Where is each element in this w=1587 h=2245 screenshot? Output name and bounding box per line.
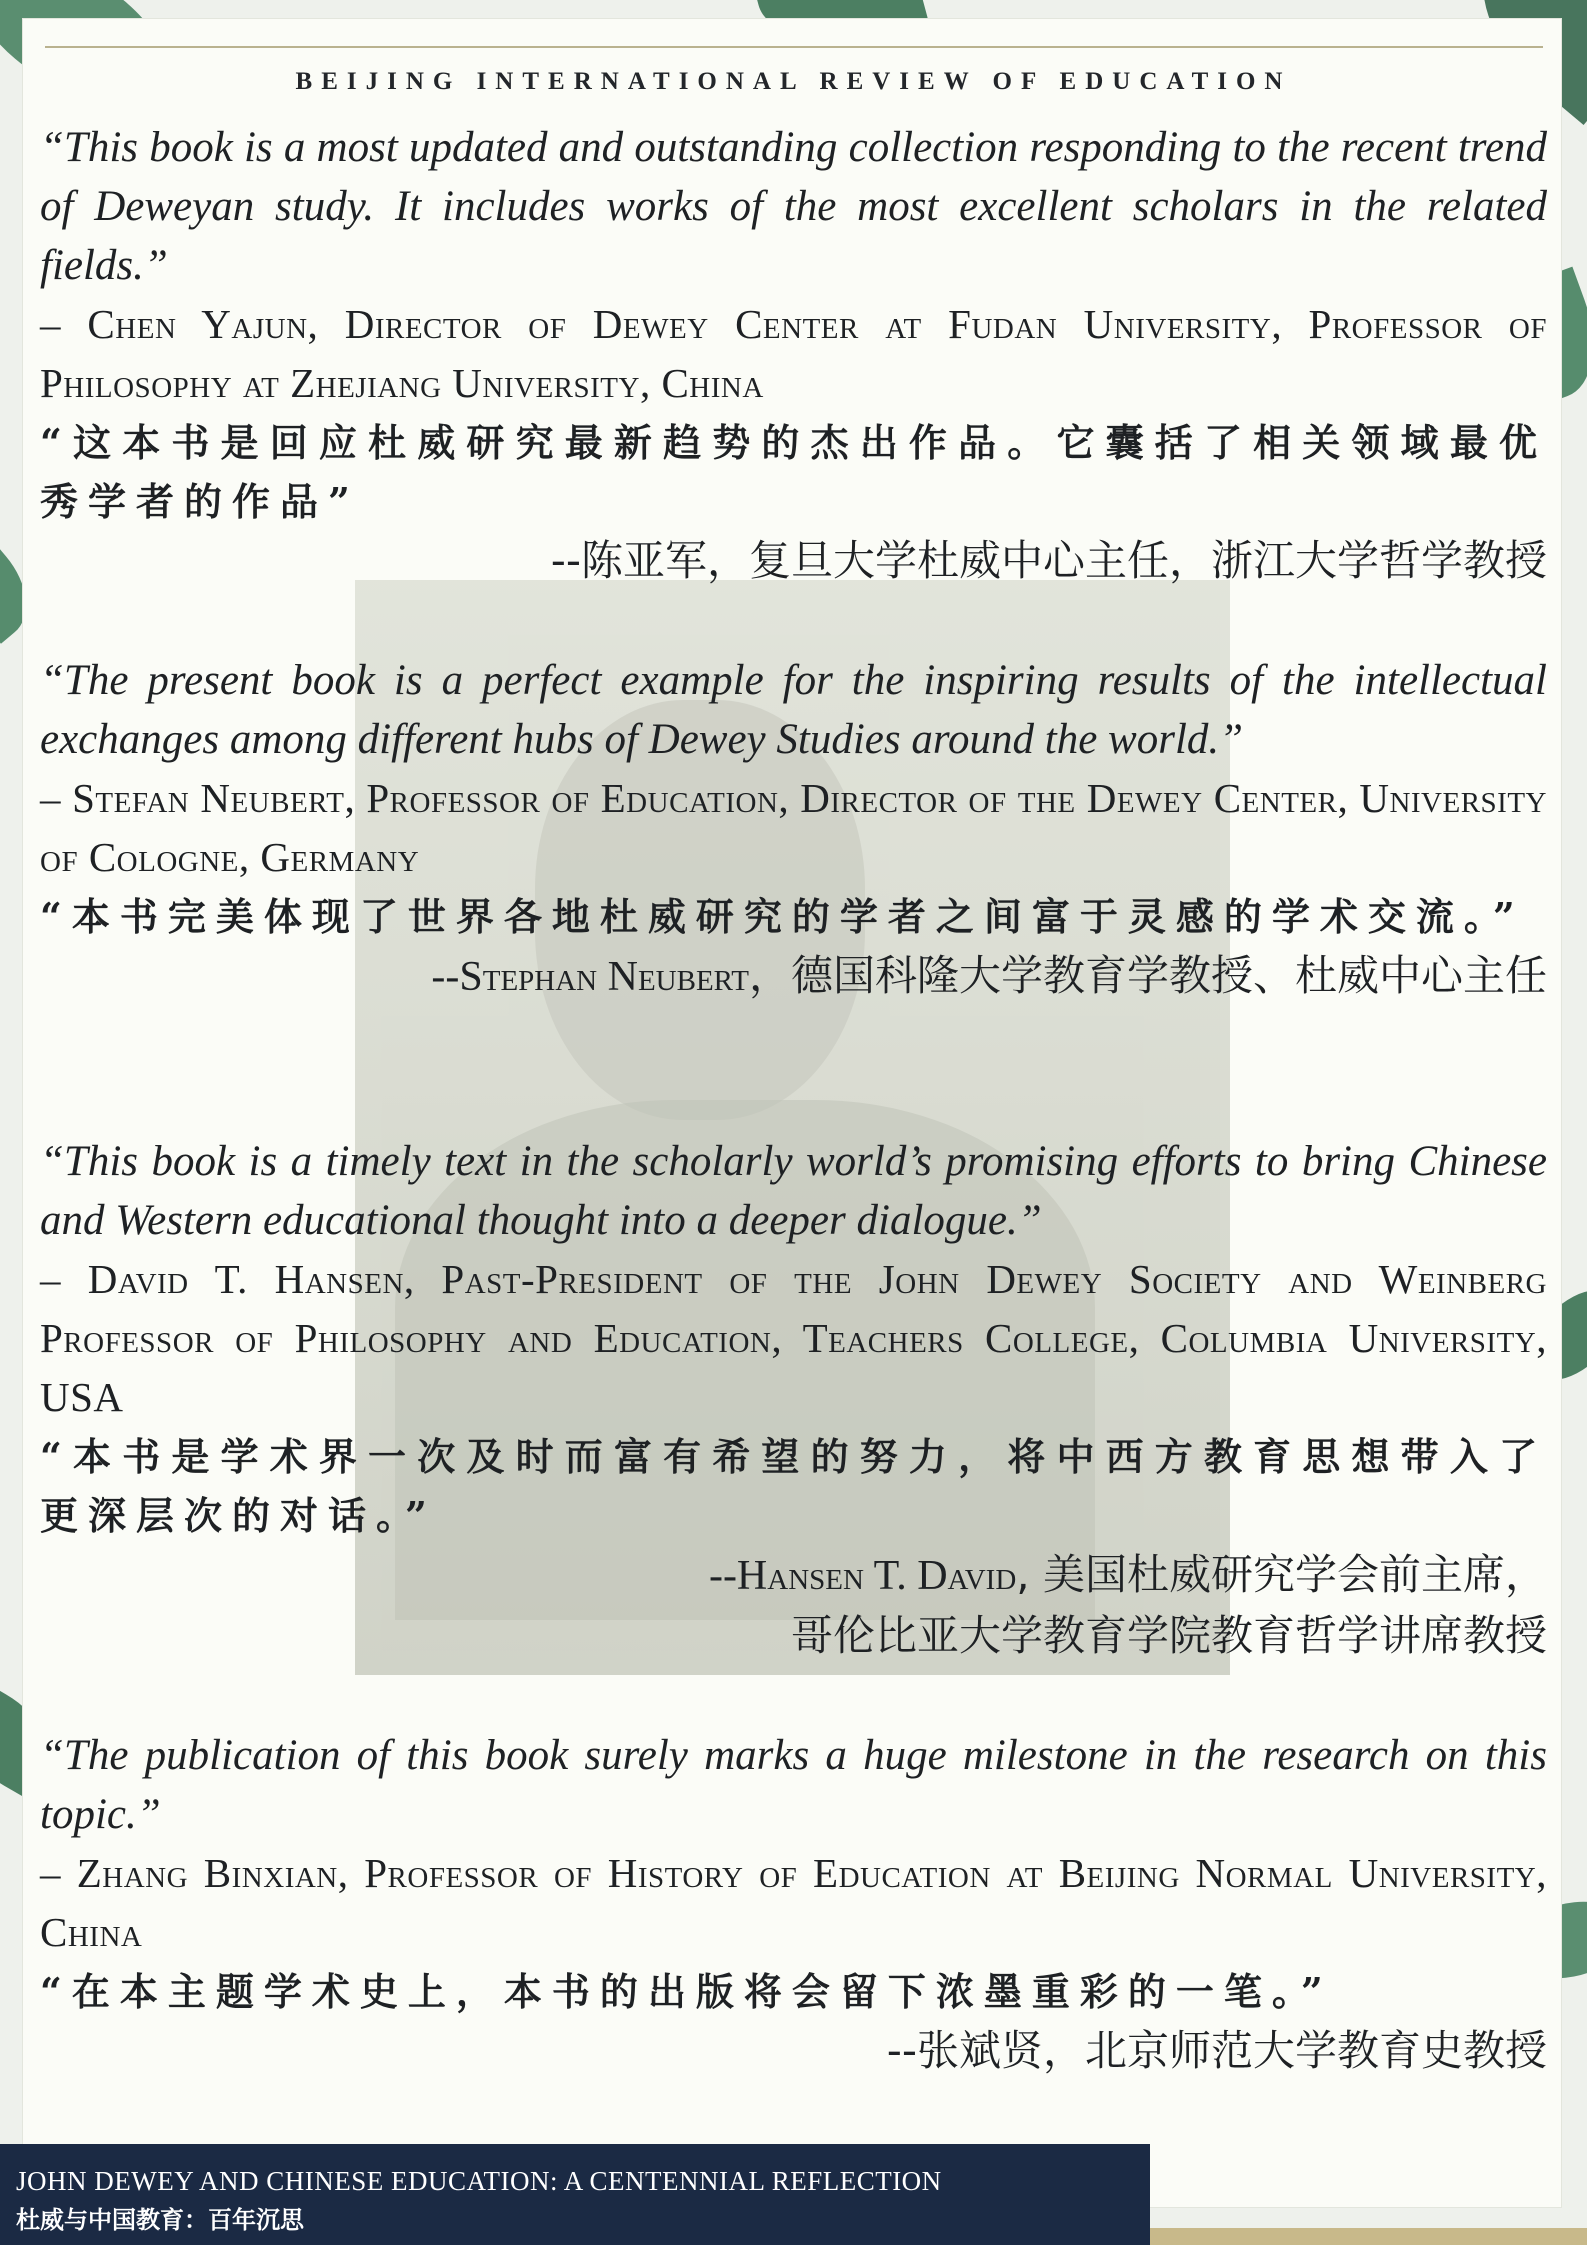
- endorsements: [40, 118, 1547, 2081]
- endorsement-quote: “This book is a most updated and outstanding collection responding to the recent trend of Deweyan study. It includes works of the most excellent scholars in the related fields.”: [40, 124, 1547, 289]
- endorsement-attribution-cn: [40, 1545, 1547, 1606]
- endorsement-attribution: – Chen Yajun, Director of Dewey Center at Fudan University, Professor of Philosophy at Zhejiang University, China: [40, 301, 1547, 406]
- endorsement-quote-cn: “在本主题学术史上，本书的出版将会留下浓墨重彩的一笔。”: [40, 1969, 1333, 2014]
- endorsement-1: [40, 118, 1547, 591]
- endorsement-3: [40, 1132, 1547, 1666]
- endorsement-attribution-cn: --陈亚军，复旦大学杜威中心主任，浙江大学哲学教授: [550, 536, 1547, 585]
- endorsement-quote: “The publication of this book surely marks a huge milestone in the research on this topic.”: [40, 1732, 1547, 1838]
- endorsement-quote: “This book is a timely text in the scholarly world’s promising efforts to bring Chinese and Western educational thought into a deeper dialogue.”: [40, 1138, 1547, 1244]
- endorsement-4: [40, 1726, 1547, 2081]
- journal-title: BEIJING INTERNATIONAL REVIEW OF EDUCATION: [295, 68, 1292, 95]
- attribution-title: ，德国科隆大学教育学教授、杜威中心主任: [748, 951, 1547, 1000]
- endorsement-attribution: – Stefan Neubert, Professor of Education, Director of the Dewey Center, University of Cologne, Germany: [40, 775, 1547, 880]
- header-rule: [45, 46, 1543, 48]
- endorsement-attribution-cn: [40, 946, 1547, 1007]
- attribution-name: --Hansen T. David: [708, 1553, 1017, 1599]
- gold-accent-bar: [1150, 2228, 1587, 2245]
- book-title-en: JOHN DEWEY AND CHINESE EDUCATION: A CENTENNIAL REFLECTION: [16, 2166, 942, 2196]
- endorsement-quote-cn: “这本书是回应杜威研究最新趋势的杰出作品。它囊括了相关领域最优秀学者的作品”: [40, 420, 1547, 524]
- book-title-cn: 杜威与中国教育：百年沉思: [16, 2206, 304, 2234]
- endorsement-quote: “The present book is a perfect example for the inspiring results of the intellectual exchanges among different hubs of Dewey Studies around the world.”: [40, 657, 1547, 763]
- attribution-title: , 美国杜威研究学会前主席，: [1016, 1550, 1547, 1599]
- endorsement-attribution-cn: --张斌贤，北京师范大学教育史教授: [886, 2026, 1547, 2075]
- endorsement-quote-cn: “本书完美体现了世界各地杜威研究的学者之间富于灵感的学术交流。”: [40, 894, 1525, 939]
- endorsement-attribution-cn-line2: 哥伦比亚大学教育学院教育哲学讲席教授: [790, 1611, 1547, 1660]
- endorsement-attribution: – Zhang Binxian, Professor of History of Education at Beijing Normal University, China: [40, 1850, 1547, 1955]
- endorsement-attribution: – David T. Hansen, Past-President of the John Dewey Society and Weinberg Professor of Philosophy and Education, Teachers College, Columbia University, USA: [40, 1256, 1547, 1420]
- endorsement-2: [40, 651, 1547, 1007]
- attribution-name: --Stephan Neubert: [431, 954, 749, 1000]
- endorsement-quote-cn: “本书是学术界一次及时而富有希望的努力，将中西方教育思想带入了更深层次的对话。”: [40, 1434, 1547, 1538]
- footer-banner: [0, 2144, 1150, 2245]
